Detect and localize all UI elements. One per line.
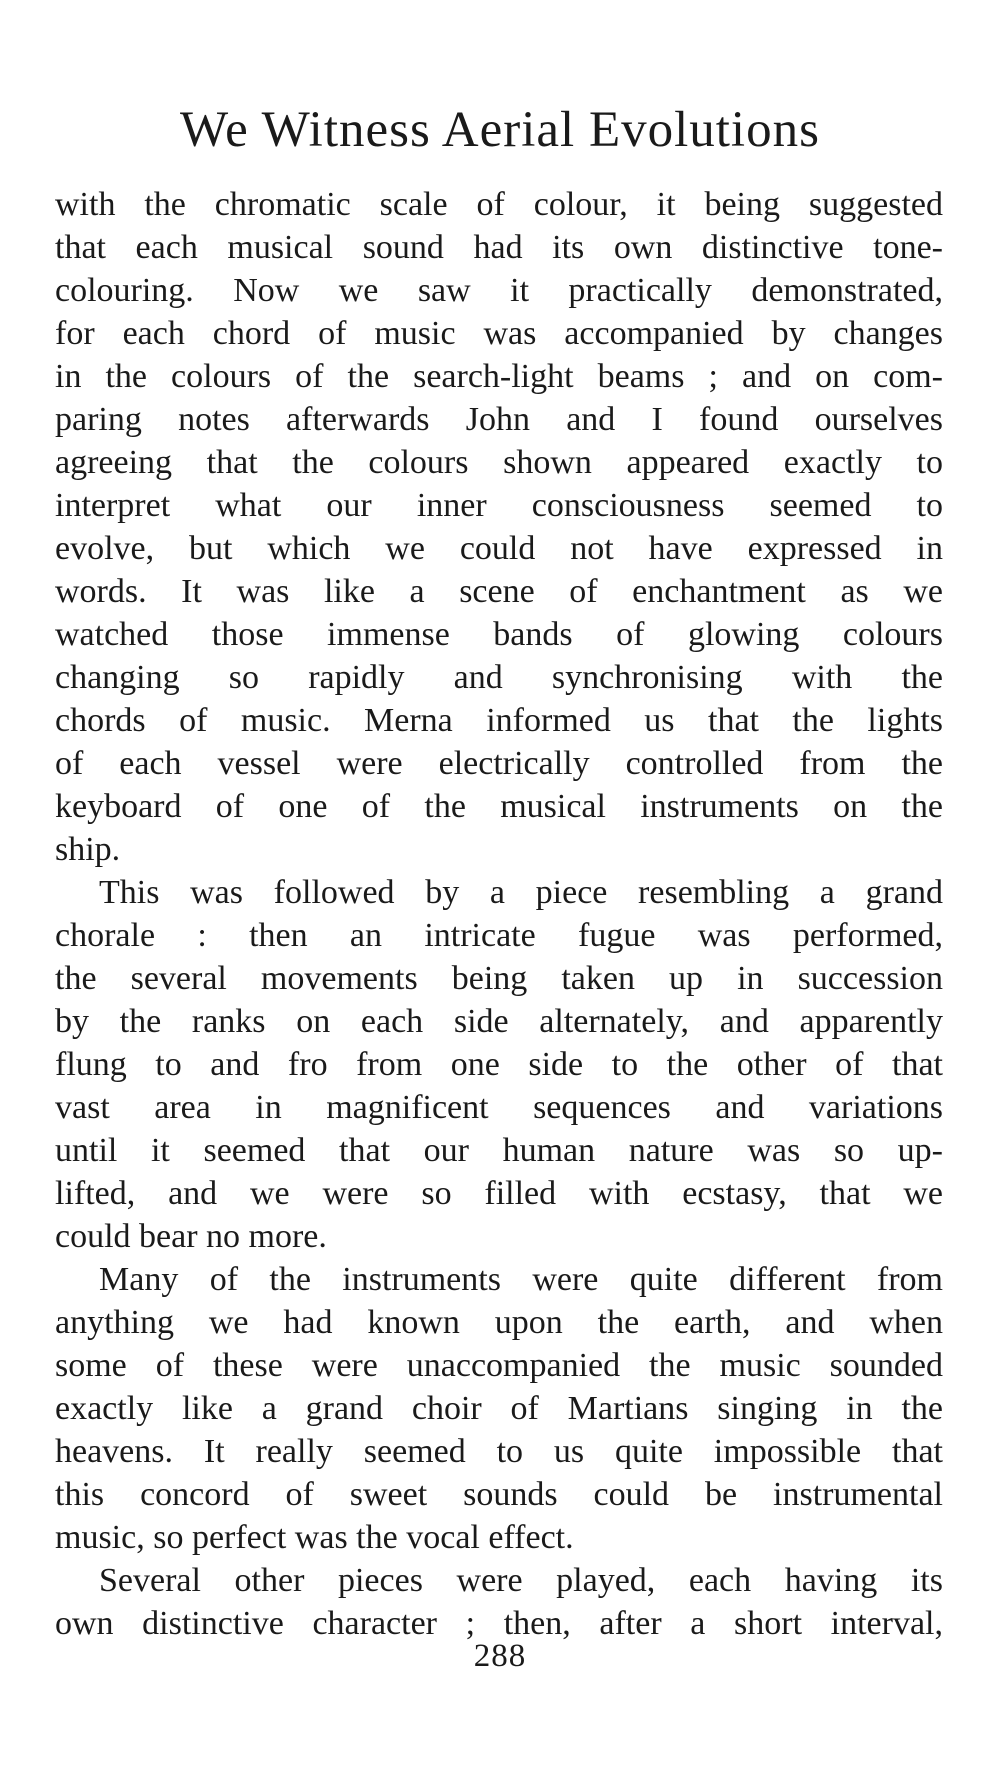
text-line: own distinctive character ; then, after a short interval, <box>55 1605 943 1642</box>
text-line: Several other pieces were played, each having its <box>99 1562 943 1599</box>
text-line: colouring. Now we saw it practically demonstrated, <box>55 272 943 309</box>
text-line: paring notes afterwards John and I found ourselves <box>55 401 943 438</box>
text-line: watched those immense bands of glowing colours <box>55 616 943 653</box>
text-line: chorale : then an intricate fugue was performed, <box>55 917 943 954</box>
text-line: flung to and fro from one side to the other of that <box>55 1046 943 1083</box>
text-line: some of these were unaccompanied the music sounded <box>55 1347 943 1384</box>
text-line: music, so perfect was the vocal effect. <box>55 1519 574 1556</box>
text-line: by the ranks on each side alternately, and apparently <box>55 1003 943 1040</box>
text-line: of each vessel were electrically controlled from the <box>55 745 943 782</box>
paragraph <box>55 183 943 871</box>
paragraph <box>55 1559 943 1645</box>
paragraph <box>55 871 943 1258</box>
text-line: agreeing that the colours shown appeared exactly to <box>55 444 943 481</box>
text-line: words. It was like a scene of enchantment as we <box>55 573 943 610</box>
text-line: chords of music. Merna informed us that the lights <box>55 702 943 739</box>
text-line: ship. <box>55 831 121 868</box>
text-line: could bear no more. <box>55 1218 327 1255</box>
text-line: with the chromatic scale of colour, it being suggested <box>55 186 943 223</box>
paragraph <box>55 1258 943 1559</box>
text-line: vast area in magnificent sequences and variations <box>55 1089 943 1126</box>
text-line: lifted, and we were so filled with ecstasy, that we <box>55 1175 943 1212</box>
page-number: 288 <box>473 1638 527 1674</box>
text-line: interpret what our inner consciousness seemed to <box>55 487 943 524</box>
text-line: evolve, but which we could not have expressed in <box>55 530 943 567</box>
body-text <box>55 183 943 1645</box>
text-line: This was followed by a piece resembling a grand <box>99 874 943 911</box>
text-line: Many of the instruments were quite different from <box>99 1261 943 1298</box>
text-line: exactly like a grand choir of Martians singing in the <box>55 1390 943 1427</box>
text-line: keyboard of one of the musical instruments on the <box>55 788 943 825</box>
text-line: until it seemed that our human nature was so up- <box>55 1132 943 1169</box>
text-line: changing so rapidly and synchronising with the <box>55 659 943 696</box>
text-line: heavens. It really seemed to us quite impossible that <box>55 1433 943 1470</box>
text-line: for each chord of music was accompanied by changes <box>55 315 943 352</box>
running-head: We Witness Aerial Evolutions <box>180 102 820 158</box>
text-line: in the colours of the search-light beams ; and on com- <box>55 358 943 395</box>
text-line: that each musical sound had its own distinctive tone- <box>55 229 943 266</box>
text-line: the several movements being taken up in succession <box>55 960 943 997</box>
text-line: this concord of sweet sounds could be instrumental <box>55 1476 943 1513</box>
text-line: anything we had known upon the earth, and when <box>55 1304 943 1341</box>
